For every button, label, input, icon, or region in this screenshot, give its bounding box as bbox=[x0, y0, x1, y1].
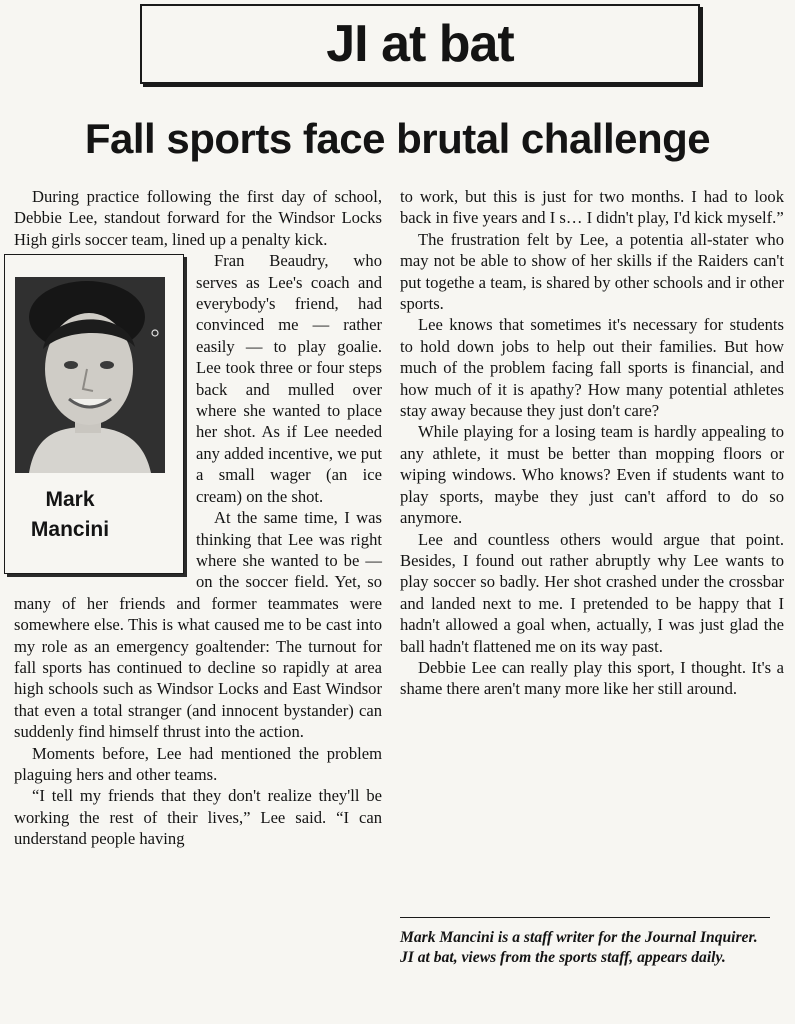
headline: Fall sports face brutal challenge bbox=[84, 115, 711, 162]
paragraph: Lee knows that sometimes it's necessary for students to hold down jobs to help out their families. But how much of the problem facing fall sports is financial, and how much of it is apathy? How many potential athletes stay away because they just don't care? bbox=[400, 315, 784, 421]
article-column-right bbox=[400, 186, 784, 700]
paragraph: While playing for a losing team is hardly appealing to any athlete, it must be better than mopping floors or wiping windows. Who knows? Even if students want to play sports, maybe they just can't afford to do so anymore. bbox=[400, 422, 784, 528]
column-kicker: JI at bat bbox=[326, 15, 514, 73]
byline-first-name: Mark bbox=[45, 488, 95, 512]
paragraph: During practice following the first day of school, Debbie Lee, standout forward for the Windsor Locks High girls soccer team, lined up a penalty kick. bbox=[14, 187, 382, 249]
byline-last-name: Mancini bbox=[30, 518, 110, 542]
paragraph: Moments before, Lee had mentioned the problem plaguing hers and other teams. bbox=[14, 743, 382, 784]
paragraph: Lee and countless others would argue that point. Besides, I found out rather abruptly why Lee wants to play soccer so badly. Her shot crashed under the crossbar and landed next to me. I pretended to be happy that I hadn't allowed a goal when, actually, I was just glad the ball hadn't flattened me on its way past. bbox=[400, 529, 784, 656]
paragraph: The frustration felt by Lee, a potentia all-stater who may not be able to show of her skills if the Raiders can't put togethe a team, is shared by other schools and ir other sports. bbox=[400, 229, 784, 314]
author-portrait-image bbox=[15, 277, 165, 473]
author-photo bbox=[15, 277, 165, 473]
article-column-left bbox=[14, 186, 382, 850]
paragraph: Debbie Lee can really play this sport, I thought. It's a shame there aren't many more like her still around. bbox=[400, 657, 784, 699]
paragraph-continued: to work, but this is just for two months. I had to look back in five years and I s… I didn't play, I'd kick myself.” bbox=[400, 187, 784, 228]
paragraph: At the same time, I was thinking that Lee was right where she wanted to be — on the soccer field. Yet, so many of her friends and former teammates were somewhere else. This is what caused me to be cast into my role as an emergency goaltender: The turnout for fall sports has continued to decline so rapidly at area high schools such as Windsor Locks and East Windsor that even a total stranger (and innocent bystander) can suddenly find himself thrust into the action. bbox=[14, 508, 382, 742]
column-kicker-box bbox=[140, 4, 700, 84]
paragraph: “I tell my friends that they don't realize they'll be working the rest of their lives,” Lee said. “I can understand people having bbox=[14, 786, 382, 849]
byline-name bbox=[5, 485, 135, 545]
paragraph: Fran Beaudry, who serves as Lee's coach and everybody's friend, had convinced me — rather easily — to play goalie. Lee took three or four steps back and mulled over where she wanted to place her shot. As if Lee needed any added incentive, we put a small wager (an ice cream) on the shot. bbox=[196, 251, 382, 506]
byline-mugshot-box bbox=[4, 254, 184, 574]
tagline-divider bbox=[400, 917, 770, 918]
author-tagline: Mark Mancini is a staff writer for the Journal Inquirer. JI at bat, views from the sports staff, appears daily. bbox=[400, 929, 758, 966]
